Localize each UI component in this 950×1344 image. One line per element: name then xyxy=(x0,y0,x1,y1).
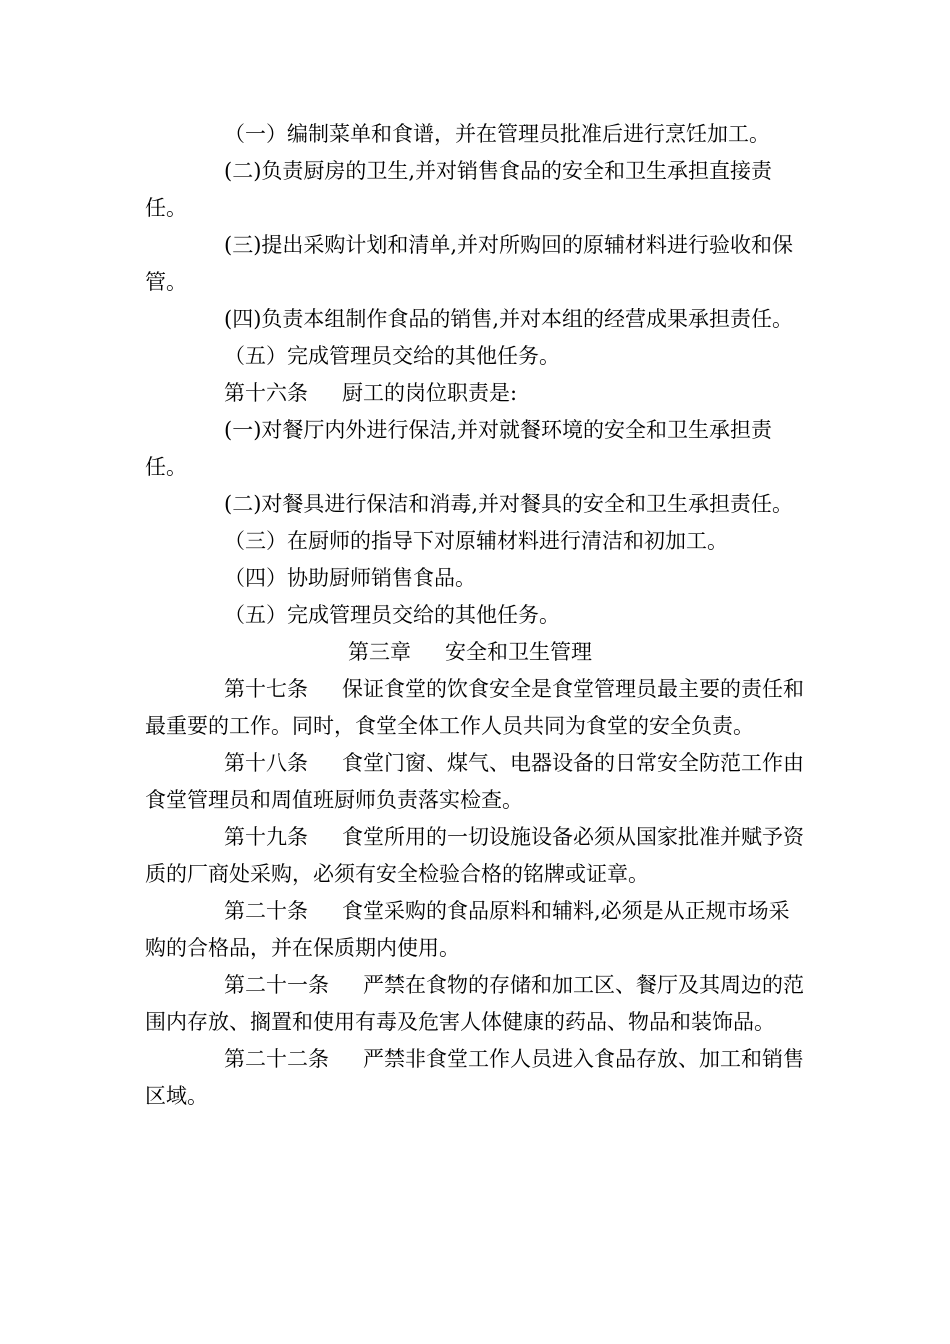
item-text: （四）协助厨师销售食品。 xyxy=(224,566,476,590)
duty-item xyxy=(145,597,810,634)
chapter-label: 第三章 xyxy=(348,640,411,664)
article-label: 第十九条 xyxy=(224,825,308,849)
duty-item xyxy=(145,338,810,375)
document-page xyxy=(145,116,810,1115)
article-label: 第十六条 xyxy=(224,381,308,405)
article-text: 食堂采购的食品原料和辅料,必须是从正规市场采购的合格品，并在保质期内使用。 xyxy=(145,899,790,960)
item-text: （一）编制菜单和食谱，并在管理员批准后进行烹饪加工。 xyxy=(224,122,770,146)
item-text: (一)对餐厅内外进行保洁,并对就餐环境的安全和卫生承担责任。 xyxy=(145,418,773,479)
duty-item xyxy=(145,153,810,227)
item-text: (二)负责厨房的卫生,并对销售食品的安全和卫生承担直接责任。 xyxy=(145,159,773,220)
chapter-title: 安全和卫生管理 xyxy=(445,640,592,664)
article-18 xyxy=(145,745,810,819)
article-label: 第十八条 xyxy=(224,751,308,775)
article-19 xyxy=(145,819,810,893)
item-text: (三)提出采购计划和清单,并对所购回的原辅材料进行验收和保管。 xyxy=(145,233,794,294)
item-text: (二)对餐具进行保洁和消毒,并对餐具的安全和卫生承担责任。 xyxy=(224,492,794,516)
duty-item xyxy=(145,116,810,153)
item-text: （三）在厨师的指导下对原辅材料进行清洁和初加工。 xyxy=(224,529,728,553)
article-22 xyxy=(145,1041,810,1115)
article-label: 第二十一条 xyxy=(224,973,329,997)
duty-item xyxy=(145,301,810,338)
article-text: 保证食堂的饮食安全是食堂管理员最主要的责任和最重要的工作。同时，食堂全体工作人员共同为食堂的安全负责。 xyxy=(145,677,804,738)
chapter-heading xyxy=(145,634,810,671)
item-text: （五）完成管理员交给的其他任务。 xyxy=(224,603,560,627)
article-17 xyxy=(145,671,810,745)
article-16 xyxy=(145,375,810,412)
article-label: 第二十条 xyxy=(224,899,308,923)
article-text: 严禁在食物的存储和加工区、餐厅及其周边的范围内存放、搁置和使用有毒及危害人体健康的药品、物品和装饰品。 xyxy=(145,973,804,1034)
duty-item xyxy=(145,523,810,560)
article-label: 第十七条 xyxy=(224,677,308,701)
article-label: 第二十二条 xyxy=(224,1047,329,1071)
item-text: (四)负责本组制作食品的销售,并对本组的经营成果承担责任。 xyxy=(224,307,794,331)
article-text: 食堂所用的一切设施设备必须从国家批准并赋予资质的厂商处采购，必须有安全检验合格的铭牌或证章。 xyxy=(145,825,804,886)
article-20 xyxy=(145,893,810,967)
duty-item xyxy=(145,412,810,486)
article-text: 厨工的岗位职责是: xyxy=(342,381,518,405)
duty-item xyxy=(145,486,810,523)
article-text: 食堂门窗、煤气、电器设备的日常安全防范工作由食堂管理员和周值班厨师负责落实检查。 xyxy=(145,751,804,812)
duty-item xyxy=(145,560,810,597)
article-21 xyxy=(145,967,810,1041)
item-text: （五）完成管理员交给的其他任务。 xyxy=(224,344,560,368)
article-text: 严禁非食堂工作人员进入食品存放、加工和销售区域。 xyxy=(145,1047,804,1108)
duty-item xyxy=(145,227,810,301)
